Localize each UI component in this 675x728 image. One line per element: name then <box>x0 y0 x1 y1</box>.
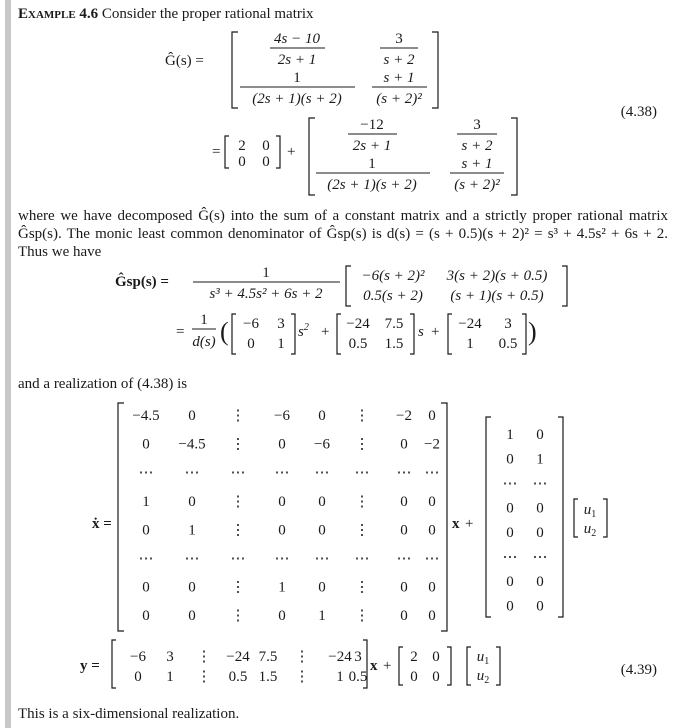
A-cell-7-1: 0 <box>188 608 196 625</box>
const-22: 0 <box>262 154 270 170</box>
ms2-12: 3 <box>277 316 285 332</box>
m1-den-11: 2s + 1 <box>277 52 317 68</box>
C-cell-1-5: ⋮ <box>294 669 310 685</box>
C-cell-1-2: ⋮ <box>196 669 212 685</box>
C-cell-0-1: 3 <box>166 649 174 665</box>
matrix-A <box>132 408 440 624</box>
C-cell-0-4: 7.5 <box>258 649 278 665</box>
A-cell-5-2: ⋯ <box>230 551 246 567</box>
A-cell-6-4: 0 <box>318 579 326 596</box>
A-cell-0-6: −2 <box>396 408 412 424</box>
B-cell-3-0: 0 <box>506 500 514 517</box>
C-cell-0-7: 3 <box>354 649 362 665</box>
u1: $u_1$ <box>583 502 597 520</box>
A-cell-2-0: ⋯ <box>138 465 154 482</box>
A-cell-0-5: ⋮ <box>354 408 370 424</box>
gsp-m-12: 3(s + 2)(s + 0.5) <box>446 268 548 284</box>
A-cell-7-0: 0 <box>142 608 150 625</box>
gsp-m-11: −6(s + 2)² <box>361 268 425 284</box>
ms2-21: 0 <box>247 336 255 352</box>
m1-num-21: 1 <box>293 70 301 86</box>
C-cell-1-0: 0 <box>134 669 142 685</box>
A-cell-4-3: 0 <box>278 522 286 539</box>
A-cell-3-1: 0 <box>188 493 196 510</box>
svg-text:=: = <box>212 144 221 160</box>
A-cell-1-4: −6 <box>314 436 330 453</box>
B-cell-6-1: 0 <box>536 574 544 590</box>
A-cell-0-0: −4.5 <box>132 408 160 424</box>
ms0-22: 0.5 <box>498 336 518 352</box>
A-cell-6-5: ⋮ <box>354 579 370 596</box>
m2-num-22: s + 1 <box>461 156 493 172</box>
A-cell-0-3: −6 <box>274 408 290 424</box>
gsp-frac-num: 1 <box>262 265 270 281</box>
A-cell-3-7: 0 <box>428 493 436 510</box>
D-cell-1-0: 0 <box>410 669 418 685</box>
A-cell-7-2: ⋮ <box>230 608 246 625</box>
A-cell-5-6: ⋯ <box>396 551 412 567</box>
svg-text:y =: y = <box>80 658 100 674</box>
ms1-21: 0.5 <box>348 336 368 352</box>
B-cell-5-0: ⋯ <box>502 549 518 566</box>
B-cell-0-1: 0 <box>536 427 544 443</box>
C-cell-0-6: −24 <box>328 649 352 665</box>
m1-den-22: (s + 2)² <box>376 91 422 107</box>
m2-num-11: −12 <box>360 117 384 133</box>
gsp-frac-den: s³ + 4.5s² + 6s + 2 <box>209 286 323 302</box>
A-cell-3-3: 0 <box>278 493 286 510</box>
text-paragraph-1: where we have decomposed Ĝ(s) into the sum of a constant matrix and a strictly proper rational matrix Ĝsp(s). The monic least common denominator of Ĝsp(s) is d(s) = (s + 0.5)(s + 2)² = s³ + 4.5s² + 6s + 2. Thus we have <box>18 208 668 260</box>
A-cell-1-7: −2 <box>424 436 440 453</box>
D-cell-0-1: 0 <box>432 649 440 665</box>
m2-num-12: 3 <box>473 117 481 133</box>
A-cell-2-2: ⋯ <box>230 465 246 482</box>
A-cell-7-3: 0 <box>278 608 286 625</box>
A-cell-4-2: ⋮ <box>230 522 246 539</box>
ms0-21: 1 <box>466 336 474 352</box>
B-cell-7-1: 0 <box>536 598 544 615</box>
B-cell-2-1: ⋯ <box>532 476 548 492</box>
m2-num-21: 1 <box>368 156 376 172</box>
A-cell-2-4: ⋯ <box>314 465 330 482</box>
eq-438-number: (4.38) <box>620 104 657 120</box>
matrix-C <box>130 649 367 685</box>
A-cell-5-0: ⋯ <box>138 551 154 567</box>
A-cell-4-5: ⋮ <box>354 522 370 539</box>
A-cell-1-0: 0 <box>142 436 150 453</box>
svg-text:(: ( <box>220 317 229 346</box>
u2: $u_2$ <box>583 521 597 539</box>
A-cell-3-2: ⋮ <box>230 493 246 510</box>
m1-den-21: (2s + 1)(s + 2) <box>252 91 342 107</box>
example-label: Example 4.6 <box>18 6 99 22</box>
m1-num-12: 3 <box>395 31 403 47</box>
A-cell-5-7: ⋯ <box>424 551 440 567</box>
m2-den-12: s + 2 <box>461 138 493 154</box>
ms2-22: 1 <box>277 336 285 352</box>
C-cell-1-3: 0.5 <box>228 669 248 685</box>
svg-text:+: + <box>465 516 474 532</box>
ms1-22: 1.5 <box>384 336 404 352</box>
eq-438-lhs: Ĝ(s) = <box>165 53 204 69</box>
A-cell-2-1: ⋯ <box>184 465 200 482</box>
C-cell-1-7: 0.5 <box>348 669 368 685</box>
m2-den-22: (s + 2)² <box>454 177 500 193</box>
B-cell-0-0: 1 <box>506 427 514 443</box>
A-cell-5-3: ⋯ <box>274 551 290 567</box>
const-21: 0 <box>238 154 246 170</box>
C-cell-1-1: 1 <box>166 669 174 685</box>
svg-text:): ) <box>528 317 537 346</box>
C-cell-0-2: ⋮ <box>196 649 212 665</box>
equation-gsp <box>0 260 675 370</box>
svg-text:u2: $u_2$ <box>476 668 490 686</box>
const-12: 0 <box>262 138 270 154</box>
m1-den-12: s + 2 <box>383 52 415 68</box>
svg-text:x: x <box>370 658 378 674</box>
A-cell-6-3: 1 <box>278 579 286 596</box>
B-cell-2-0: ⋯ <box>502 476 518 492</box>
eq-439-number: (4.39) <box>620 662 657 678</box>
matrix-D <box>410 649 440 685</box>
A-cell-6-2: ⋮ <box>230 579 246 596</box>
svg-text:+: + <box>321 324 330 340</box>
A-cell-1-2: ⋮ <box>230 436 246 453</box>
A-cell-4-4: 0 <box>318 522 326 539</box>
A-cell-0-2: ⋮ <box>230 408 246 424</box>
C-cell-0-3: −24 <box>226 649 250 665</box>
A-cell-7-6: 0 <box>400 608 408 625</box>
A-cell-4-7: 0 <box>428 522 436 539</box>
gsp-scalar-den: d(s) <box>192 334 216 350</box>
ms0-11: −24 <box>458 316 482 332</box>
A-cell-2-5: ⋯ <box>354 465 370 482</box>
svg-text:+: + <box>383 658 392 674</box>
A-cell-0-1: 0 <box>188 408 196 424</box>
A-cell-6-6: 0 <box>400 579 408 596</box>
A-cell-0-4: 0 <box>318 408 326 424</box>
B-cell-5-1: ⋯ <box>532 549 548 566</box>
A-cell-3-4: 0 <box>318 493 326 510</box>
m1-num-22: s + 1 <box>383 70 415 86</box>
svg-text:u1: $u_1$ <box>476 649 490 667</box>
A-cell-2-3: ⋯ <box>274 465 290 482</box>
svg-text:s: s <box>418 324 424 340</box>
svg-text:+: + <box>431 324 440 340</box>
svg-text:x: x <box>452 516 460 532</box>
A-cell-5-1: ⋯ <box>184 551 200 567</box>
A-cell-7-7: 0 <box>428 608 436 625</box>
ms0-12: 3 <box>504 316 512 332</box>
gsp-lhs: Ĝsp(s) = <box>115 274 169 290</box>
equation-4-39 <box>0 395 675 695</box>
B-cell-1-1: 1 <box>536 451 544 468</box>
A-cell-3-6: 0 <box>400 493 408 510</box>
svg-text:s2: $s^2$ <box>298 322 309 340</box>
C-cell-0-0: −6 <box>130 649 146 665</box>
gsp-m-22: (s + 1)(s + 0.5) <box>450 288 544 304</box>
text-paragraph-2: and a realization of (4.38) is <box>18 376 188 392</box>
svg-text:=: = <box>176 324 185 340</box>
m2-den-21: (2s + 1)(s + 2) <box>327 177 417 193</box>
C-cell-0-5: ⋮ <box>294 649 310 665</box>
D-cell-0-0: 2 <box>410 649 418 665</box>
gsp-m-21: 0.5(s + 2) <box>363 288 423 304</box>
B-cell-4-0: 0 <box>506 525 514 541</box>
A-cell-6-1: 0 <box>188 579 196 596</box>
svg-text:ẋ =: ẋ = <box>92 516 112 532</box>
ms2-11: −6 <box>243 316 259 332</box>
B-cell-4-1: 0 <box>536 525 544 541</box>
ms1-11: −24 <box>346 316 370 332</box>
example-intro: Consider the proper rational matrix <box>101 6 314 22</box>
A-cell-1-6: 0 <box>400 436 408 453</box>
const-11: 2 <box>238 138 246 154</box>
matrix-B <box>503 427 548 615</box>
A-cell-4-6: 0 <box>400 522 408 539</box>
ms1-12: 7.5 <box>384 316 404 332</box>
B-cell-1-0: 0 <box>506 451 514 468</box>
svg-text:+: + <box>287 144 296 160</box>
A-cell-7-4: 1 <box>318 608 326 625</box>
D-cell-1-1: 0 <box>432 669 440 685</box>
A-cell-4-1: 1 <box>188 522 196 539</box>
closing-sentence: This is a six-dimensional realization. <box>18 706 240 722</box>
A-cell-0-7: 0 <box>428 408 436 424</box>
equation-4-38 <box>0 0 675 215</box>
A-cell-1-5: ⋮ <box>354 436 370 453</box>
A-cell-1-1: −4.5 <box>178 436 206 453</box>
m2-den-11: 2s + 1 <box>352 138 392 154</box>
B-cell-7-0: 0 <box>506 598 514 615</box>
A-cell-7-5: ⋮ <box>354 608 370 625</box>
C-cell-1-6: 1 <box>336 669 344 685</box>
A-cell-2-7: ⋯ <box>424 465 440 482</box>
B-cell-3-1: 0 <box>536 500 544 517</box>
A-cell-1-3: 0 <box>278 436 286 453</box>
A-cell-5-5: ⋯ <box>354 551 370 567</box>
A-cell-4-0: 0 <box>142 522 150 539</box>
A-cell-2-6: ⋯ <box>396 465 412 482</box>
gsp-scalar-num: 1 <box>200 312 208 328</box>
A-cell-3-5: ⋮ <box>354 493 370 510</box>
A-cell-3-0: 1 <box>142 493 150 510</box>
A-cell-6-7: 0 <box>428 579 436 596</box>
m1-num-11: 4s − 10 <box>274 31 320 47</box>
B-cell-6-0: 0 <box>506 574 514 590</box>
A-cell-5-4: ⋯ <box>314 551 330 567</box>
A-cell-6-0: 0 <box>142 579 150 596</box>
C-cell-1-4: 1.5 <box>258 669 278 685</box>
